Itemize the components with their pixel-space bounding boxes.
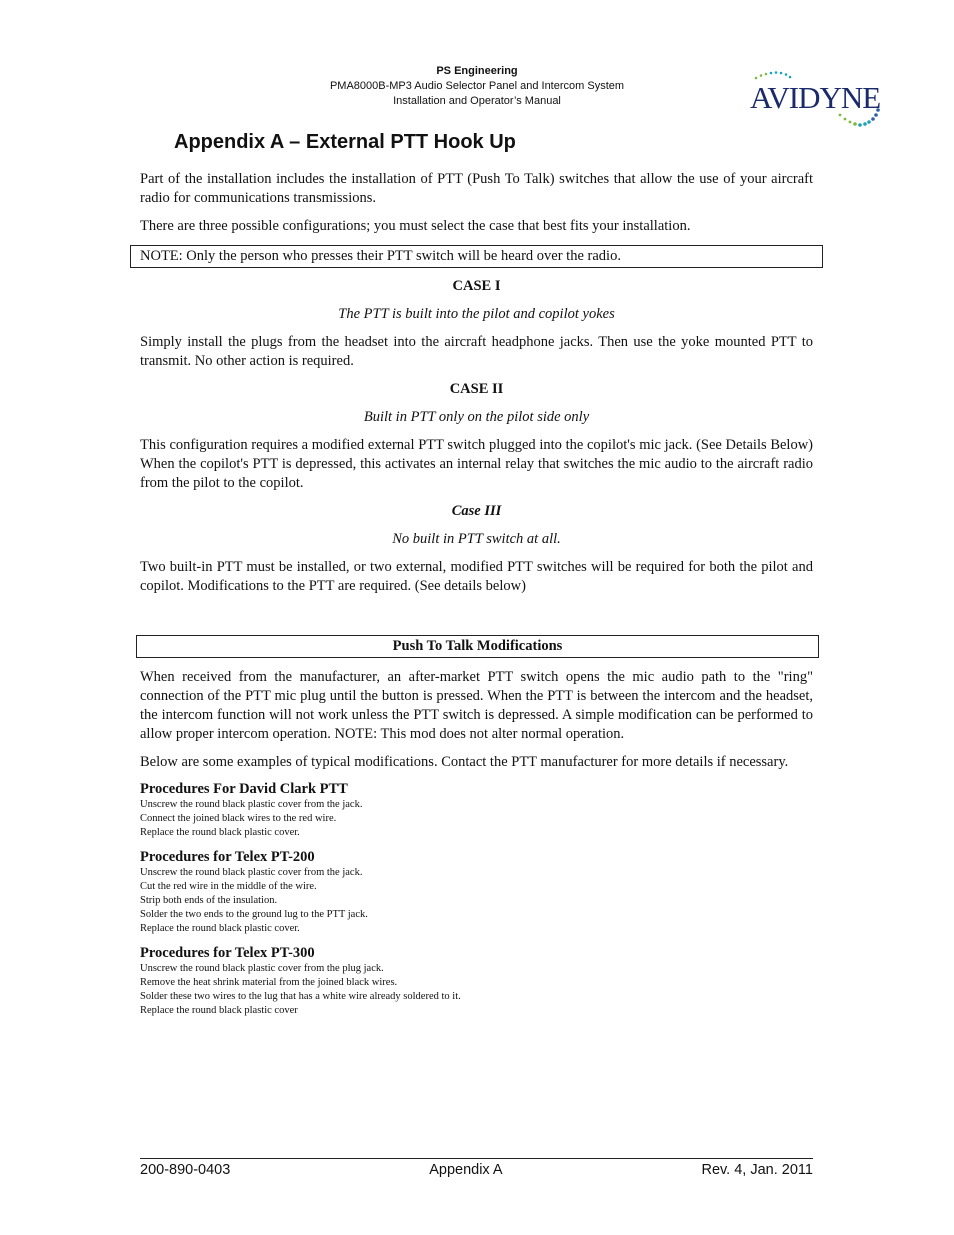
logo-dot	[871, 117, 875, 121]
procedure-steps-telex-pt300	[140, 962, 813, 1018]
logo-dot	[765, 73, 768, 76]
logo-dot	[770, 72, 773, 75]
page-footer	[140, 1158, 813, 1178]
procedure-title-david-clark: Procedures For David Clark PTT	[140, 781, 348, 797]
case-1-body: Simply install the plugs from the headset into the aircraft headphone jacks. Then use the yoke mounted PTT to transmit. No other action is required.	[140, 334, 813, 369]
procedure-step: Replace the round black plastic cover.	[140, 827, 300, 838]
procedure-step: Solder the two ends to the ground lug to the PTT jack.	[140, 909, 368, 920]
logo-dot	[755, 77, 758, 80]
case-1-heading: CASE I	[452, 278, 501, 294]
mods-paragraph-1: When received from the manufacturer, an after-market PTT switch opens the mic audio path to the "ring" connection of the PTT mic plug until the button is pressed. When the PTT is between the intercom and the headset, the intercom function will not work unless the PTT switch is depressed. A simple modification can be performed to allow proper intercom operation. NOTE: This mod does not alter normal operation.	[140, 669, 813, 742]
procedure-step: Unscrew the round black plastic cover from the jack.	[140, 799, 363, 810]
header-product: PMA8000B-MP3 Audio Selector Panel and Intercom System	[329, 80, 625, 92]
logo-wordmark: AVIDYNE	[750, 80, 881, 115]
case-2-heading: CASE II	[449, 381, 504, 397]
page-title: Appendix A – External PTT Hook Up	[174, 131, 516, 153]
case-3-body: Two built-in PTT must be installed, or two external, modified PTT switches will be required for both the pilot and copilot. Modifications to the PTT are required. (See details below)	[140, 559, 813, 594]
logo-dot	[849, 121, 852, 124]
case-1-subtitle: The PTT is built into the pilot and copilot yokes	[338, 306, 615, 322]
procedure-step: Strip both ends of the insulation.	[140, 895, 278, 906]
procedure-step: Unscrew the round black plastic cover from the jack.	[140, 867, 363, 878]
procedure-steps-telex-pt200	[140, 866, 813, 936]
note-box: NOTE: Only the person who presses their PTT switch will be heard over the radio.	[130, 245, 823, 268]
logo-dot	[789, 76, 792, 79]
footer-revision: Rev. 4, Jan. 2011	[701, 1162, 813, 1178]
procedure-step: Solder these two wires to the lug that has a white wire already soldered to it.	[140, 991, 461, 1002]
logo-dot	[858, 123, 862, 127]
case-3-subtitle: No built in PTT switch at all.	[392, 531, 561, 547]
intro-paragraph-1: Part of the installation includes the installation of PTT (Push To Talk) switches that allow the use of your aircraft radio for communications transmissions.	[140, 171, 813, 206]
procedure-step: Replace the round black plastic cover	[140, 1005, 298, 1016]
footer-doc-number: 200-890-0403	[140, 1162, 231, 1178]
logo-dot	[775, 71, 778, 74]
logo-dot	[760, 74, 763, 77]
procedure-steps-david-clark	[140, 798, 813, 840]
procedure-step: Unscrew the round black plastic cover from the plug jack.	[140, 963, 384, 974]
main-content	[140, 170, 813, 1027]
case-2-subtitle: Built in PTT only on the pilot side only	[363, 409, 590, 425]
procedure-step: Connect the joined black wires to the red wire.	[140, 813, 337, 824]
logo-dot	[863, 122, 867, 126]
mods-heading-box: Push To Talk Modifications	[136, 635, 819, 658]
logo-dot	[844, 118, 847, 121]
procedure-title-telex-pt300: Procedures for Telex PT-300	[140, 945, 315, 961]
logo-dot	[867, 120, 871, 124]
case-2-body: This configuration requires a modified external PTT switch plugged into the copilot's mic jack. (See Details Below) When the copilot's PTT is depressed, this activates an internal relay that switches the mic audio to the aircraft radio from the pilot to the copilot.	[140, 437, 813, 491]
footer-section: Appendix A	[429, 1162, 503, 1178]
intro-paragraph-2: There are three possible configurations; you must select the case that best fits your installation.	[140, 218, 691, 234]
logo-dot	[780, 72, 783, 75]
procedure-step: Cut the red wire in the middle of the wire.	[140, 881, 317, 892]
mods-paragraph-2: Below are some examples of typical modifications. Contact the PTT manufacturer for more details if necessary.	[140, 754, 789, 770]
avidyne-logo	[748, 70, 888, 128]
logo-dot	[785, 73, 788, 76]
procedure-title-telex-pt200: Procedures for Telex PT-200	[140, 849, 315, 865]
header-manual: Installation and Operator’s Manual	[393, 95, 561, 107]
logo-dot	[853, 122, 857, 126]
header-company: PS Engineering	[436, 65, 518, 77]
procedure-step: Remove the heat shrink material from the joined black wires.	[140, 977, 398, 988]
procedure-step: Replace the round black plastic cover.	[140, 923, 300, 934]
case-3-heading: Case III	[451, 503, 502, 519]
